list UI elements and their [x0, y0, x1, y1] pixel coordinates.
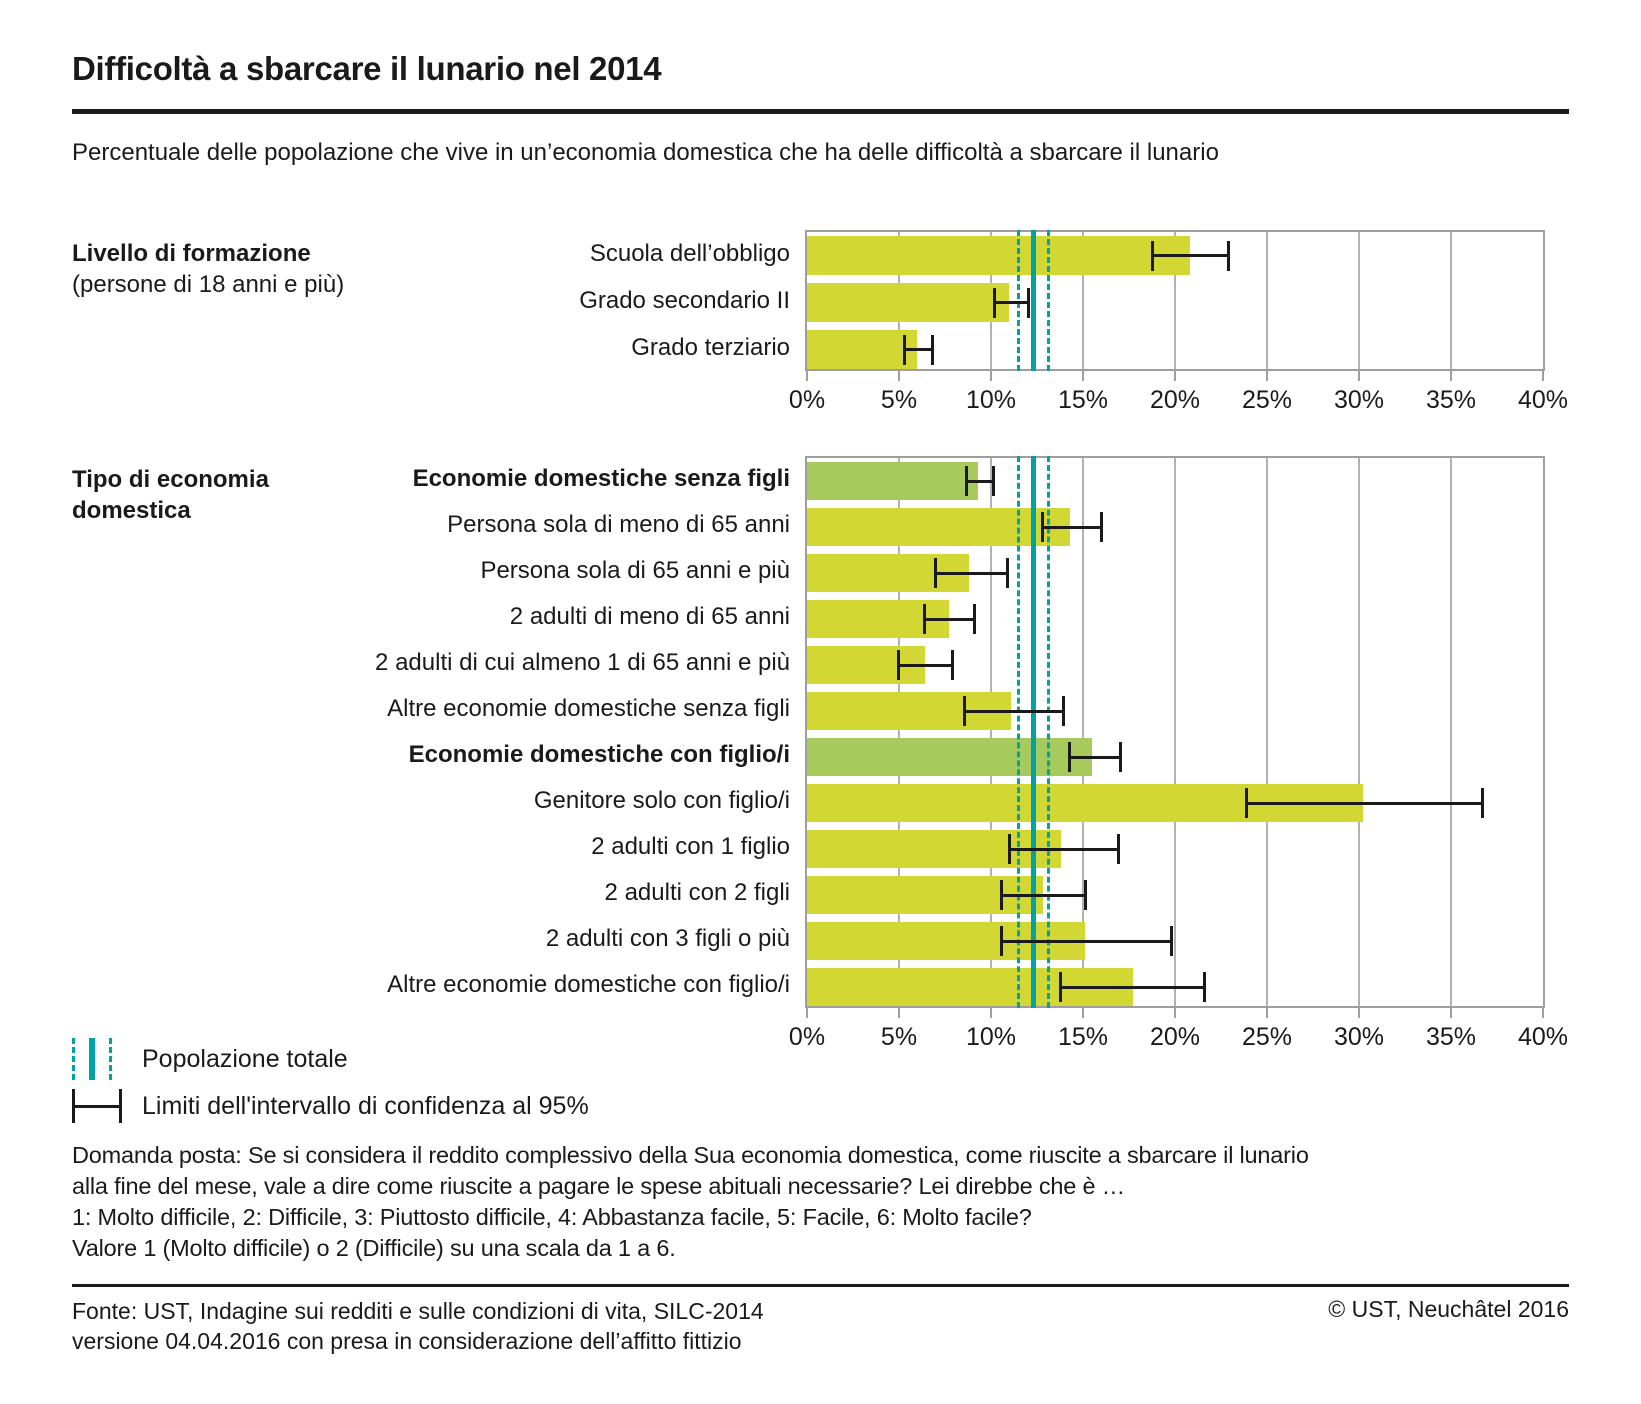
solid-line-icon: [89, 1038, 95, 1080]
category-label: Persona sola di meno di 65 anni: [447, 511, 790, 538]
population-ci-line: [1047, 230, 1050, 371]
axis-tick: [1082, 1006, 1084, 1018]
bar-row: [807, 964, 1543, 1010]
axis-tick-label: 15%: [1057, 386, 1109, 414]
axis-tick: [990, 369, 992, 381]
population-total-line: [1031, 230, 1036, 371]
axis-tick: [1266, 1006, 1268, 1018]
bar-row: [807, 232, 1543, 279]
bar-row: [807, 596, 1543, 642]
confidence-interval: [1059, 972, 1206, 1002]
legend: [72, 1038, 589, 1132]
category-label: Altre economie domestiche senza figli: [387, 695, 790, 722]
source-line: Fonte: UST, Indagine sui redditi e sulle condizioni di vita, SILC-2014: [72, 1298, 764, 1324]
bar: [807, 283, 1009, 322]
category-label: Scuola dell’obbligo: [589, 239, 790, 267]
bar-row: [807, 550, 1543, 596]
section-header-line: (persone di 18 anni e più): [72, 271, 345, 298]
category-label: Grado secondario II: [579, 286, 790, 314]
axis-tick-label: 0%: [788, 386, 826, 414]
population-total-line-icon: [72, 1038, 112, 1080]
axis-tick: [1174, 369, 1176, 381]
confidence-interval-icon: [72, 1089, 122, 1123]
confidence-interval: [903, 335, 934, 365]
confidence-interval: [963, 696, 1064, 726]
bar-row: [807, 504, 1543, 550]
legend-ci-item: [72, 1089, 589, 1123]
axis-tick-label: 5%: [880, 386, 918, 414]
bar-row: [807, 688, 1543, 734]
legend-population-item: [72, 1038, 589, 1080]
question-footnote: [72, 1140, 1309, 1264]
section-header-line: domestica: [72, 497, 191, 524]
bar-row: [807, 326, 1543, 373]
category-label: Persona sola di 65 anni e più: [480, 557, 790, 584]
axis-tick: [1450, 1006, 1452, 1018]
chart-household-type: [72, 456, 1569, 1096]
bar-row: [807, 458, 1543, 504]
axis-tick: [1542, 369, 1544, 381]
confidence-interval: [1000, 926, 1173, 956]
axis-tick: [1450, 369, 1452, 381]
dashed-line-icon: [109, 1038, 112, 1080]
source-note: [72, 1296, 764, 1356]
category-label: Economie domestiche con figlio/i: [408, 741, 790, 768]
axis-tick: [806, 1006, 808, 1018]
category-label: 2 adulti con 3 figli o più: [545, 925, 790, 952]
category-labels-column: [72, 456, 805, 1008]
confidence-interval: [1000, 880, 1086, 910]
axis-tick-label: 30%: [1333, 1023, 1385, 1051]
confidence-interval: [1008, 834, 1120, 864]
axis-tick-label: 5%: [880, 1023, 918, 1051]
bar: [807, 330, 917, 369]
axis-tick: [898, 1006, 900, 1018]
bar: [807, 462, 978, 500]
category-label: Altre economie domestiche con figlio/i: [387, 971, 790, 998]
axis-tick: [898, 369, 900, 381]
confidence-interval: [1245, 788, 1484, 818]
legend-population-label: Popolazione totale: [142, 1044, 348, 1073]
bar-row: [807, 279, 1543, 326]
bar-row: [807, 734, 1543, 780]
source-line: versione 04.04.2016 con presa in considerazione dell’affitto fittizio: [72, 1328, 742, 1354]
category-label: Genitore solo con figlio/i: [533, 787, 790, 814]
confidence-interval: [897, 650, 954, 680]
confidence-interval: [1068, 742, 1121, 772]
axis-tick-label: 30%: [1333, 386, 1385, 414]
axis-tick-label: 40%: [1517, 386, 1569, 414]
axis-tick-label: 35%: [1425, 1023, 1477, 1051]
section-header-line: Tipo di economia: [72, 466, 269, 493]
footnote-line: 1: Molto difficile, 2: Difficile, 3: Piuttosto difficile, 4: Abbastanza facile, 5: Facile, 6: Molto facile?: [72, 1204, 1032, 1230]
axis-tick-label: 20%: [1149, 386, 1201, 414]
title-divider: [72, 109, 1569, 114]
axis-tick-label: 25%: [1241, 386, 1293, 414]
footnote-line: Valore 1 (Molto difficile) o 2 (Difficile) su una scala da 1 a 6.: [72, 1235, 676, 1261]
footer-divider: [72, 1284, 1569, 1287]
category-label: 2 adulti con 2 figli: [604, 879, 790, 906]
category-label: 2 adulti con 1 figlio: [591, 833, 790, 860]
confidence-interval: [934, 558, 1009, 588]
footnote-line: alla fine del mese, vale a dire come riuscite a pagare le spese abituali necessarie? Lei direbbe che è …: [72, 1173, 1125, 1199]
confidence-interval: [923, 604, 976, 634]
bar-row: [807, 780, 1543, 826]
dashed-line-icon: [72, 1038, 75, 1080]
axis-tick: [806, 369, 808, 381]
plot-area: [788, 456, 1569, 1051]
confidence-interval: [965, 466, 994, 496]
footnote-line: Domanda posta: Se si considera il reddito complessivo della Sua economia domestica, come riuscite a sbarcare il lunario: [72, 1142, 1309, 1168]
axis-tick-label: 40%: [1517, 1023, 1569, 1051]
axis-tick-label: 10%: [965, 1023, 1017, 1051]
page-title: Difficoltà a sbarcare il lunario nel 2014: [72, 50, 662, 87]
axis-tick: [1542, 1006, 1544, 1018]
category-label: Grado terziario: [631, 333, 790, 361]
bar: [807, 236, 1190, 275]
category-label: Economie domestiche senza figli: [412, 465, 790, 492]
axis-tick-label: 20%: [1149, 1023, 1201, 1051]
category-label: 2 adulti di meno di 65 anni: [509, 603, 790, 630]
section-header-line: Livello di formazione: [72, 240, 311, 267]
axis-tick: [1358, 369, 1360, 381]
axis-tick: [1082, 369, 1084, 381]
axis-tick-label: 35%: [1425, 386, 1477, 414]
axis-tick-label: 10%: [965, 386, 1017, 414]
axis-tick: [1174, 1006, 1176, 1018]
confidence-interval: [993, 288, 1030, 318]
page-subtitle: Percentuale delle popolazione che vive in un’economia domestica che ha delle difficoltà a sbarcare il lunario: [72, 139, 1219, 166]
axis-tick-label: 0%: [788, 1023, 826, 1051]
legend-ci-label: Limiti dell'intervallo di confidenza al 95%: [142, 1091, 589, 1120]
axis-tick-label: 15%: [1057, 1023, 1109, 1051]
plot-area: [788, 230, 1569, 414]
category-label: 2 adulti di cui almeno 1 di 65 anni e più: [375, 649, 790, 676]
axis-tick: [1358, 1006, 1360, 1018]
copyright-note: © UST, Neuchâtel 2016: [1328, 1296, 1569, 1322]
confidence-interval: [1041, 512, 1104, 542]
confidence-interval: [1151, 241, 1230, 271]
bar-row: [807, 642, 1543, 688]
axis-tick-label: 25%: [1241, 1023, 1293, 1051]
bar-row: [807, 826, 1543, 872]
axis-tick: [1266, 369, 1268, 381]
axis-tick: [990, 1006, 992, 1018]
bar-row: [807, 918, 1543, 964]
chart-education-level: [72, 230, 1569, 460]
bar-row: [807, 872, 1543, 918]
category-labels-column: [72, 230, 805, 371]
